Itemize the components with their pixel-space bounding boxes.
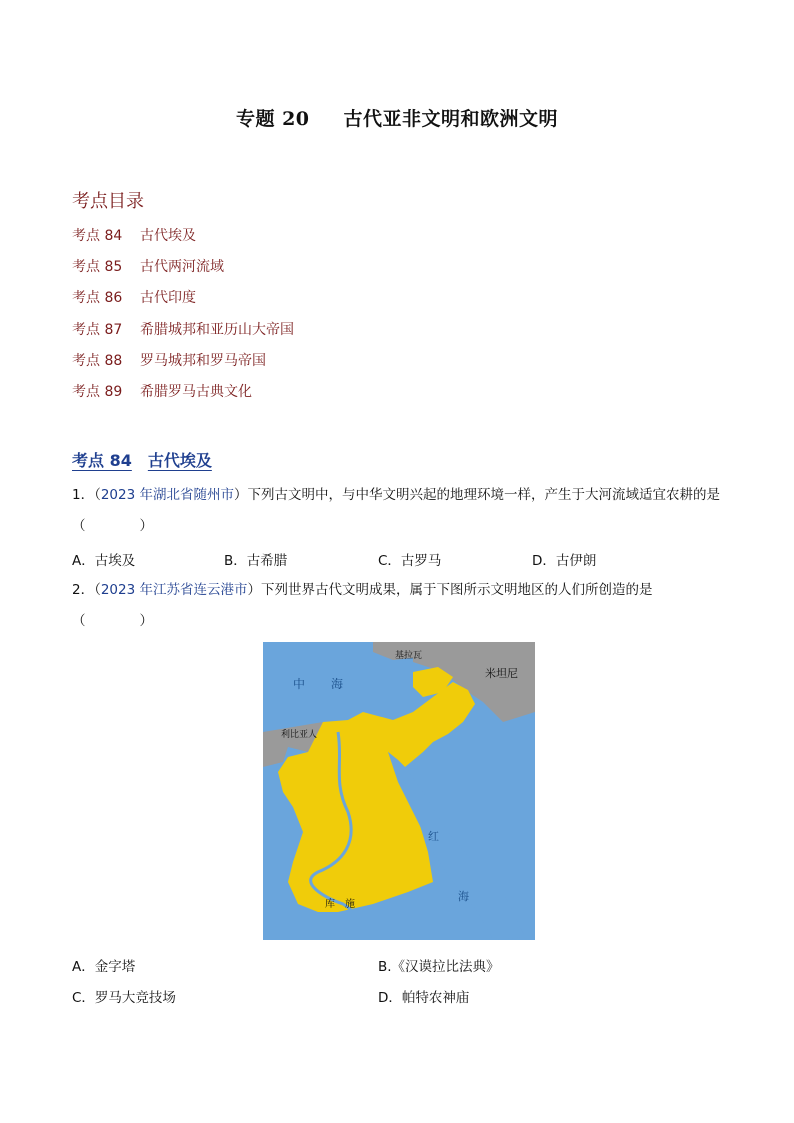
toc-item[interactable]: 考点 89 希腊罗马古典文化 bbox=[72, 383, 252, 400]
option-d[interactable]: D．帕特农神庙 bbox=[378, 990, 470, 1006]
option-a[interactable]: A．古埃及 bbox=[72, 553, 136, 569]
toc-item[interactable]: 考点 87 希腊城邦和亚历山大帝国 bbox=[72, 321, 294, 338]
label-libya: 利比亚人 bbox=[281, 730, 318, 740]
toc-heading: 考点目录 bbox=[72, 191, 144, 212]
label-sea-2: 海 bbox=[331, 677, 344, 691]
question-source: 2023 年江苏省连云港市 bbox=[100, 582, 248, 598]
section-heading: 考点 84 古代埃及 bbox=[72, 451, 212, 470]
toc-item[interactable]: 考点 84 古代埃及 bbox=[72, 228, 196, 244]
egypt-map bbox=[263, 642, 535, 940]
label-red-sea: 红 bbox=[428, 830, 439, 843]
option-b[interactable]: B．古希腊 bbox=[224, 553, 288, 569]
label-kush: 库 bbox=[325, 899, 335, 910]
option-a[interactable]: A．金字塔 bbox=[72, 959, 136, 975]
topic-number: 专题 20 bbox=[235, 108, 310, 130]
question-2: 2．（2023 年江苏省连云港市）下列世界古代文明成果，属于下图所示文明地区的人们所创造的是（ ） bbox=[72, 582, 653, 629]
label-kush-2: 施 bbox=[345, 899, 355, 910]
label-north: 基拉瓦 bbox=[395, 651, 423, 661]
topic-title: 古代亚非文明和欧洲文明 bbox=[343, 108, 559, 130]
question-1: 1．（2023 年湖北省随州市）下列古文明中，与中华文明兴起的地理环境一样，产生于大河流域适宜农耕的是（ ） bbox=[72, 487, 720, 534]
toc-item[interactable]: 考点 86 古代印度 bbox=[72, 290, 196, 307]
option-b[interactable]: B.《汉谟拉比法典》 bbox=[378, 959, 500, 975]
page-title bbox=[0, 104, 794, 131]
label-red-sea-2: 海 bbox=[458, 890, 469, 903]
toc-item[interactable]: 考点 88 罗马城邦和罗马帝国 bbox=[72, 352, 266, 369]
label-mitanni: 米坦尼 bbox=[485, 667, 518, 680]
option-c[interactable]: C．罗马大竞技场 bbox=[72, 990, 176, 1006]
question-source: 2023 年湖北省随州市 bbox=[100, 487, 234, 503]
option-c[interactable]: C．古罗马 bbox=[378, 553, 442, 569]
option-d[interactable]: D．古伊朗 bbox=[532, 553, 597, 569]
toc-list bbox=[72, 226, 294, 413]
label-sea: 中 bbox=[293, 677, 306, 691]
toc-item[interactable]: 考点 85 古代两河流域 bbox=[72, 259, 224, 276]
